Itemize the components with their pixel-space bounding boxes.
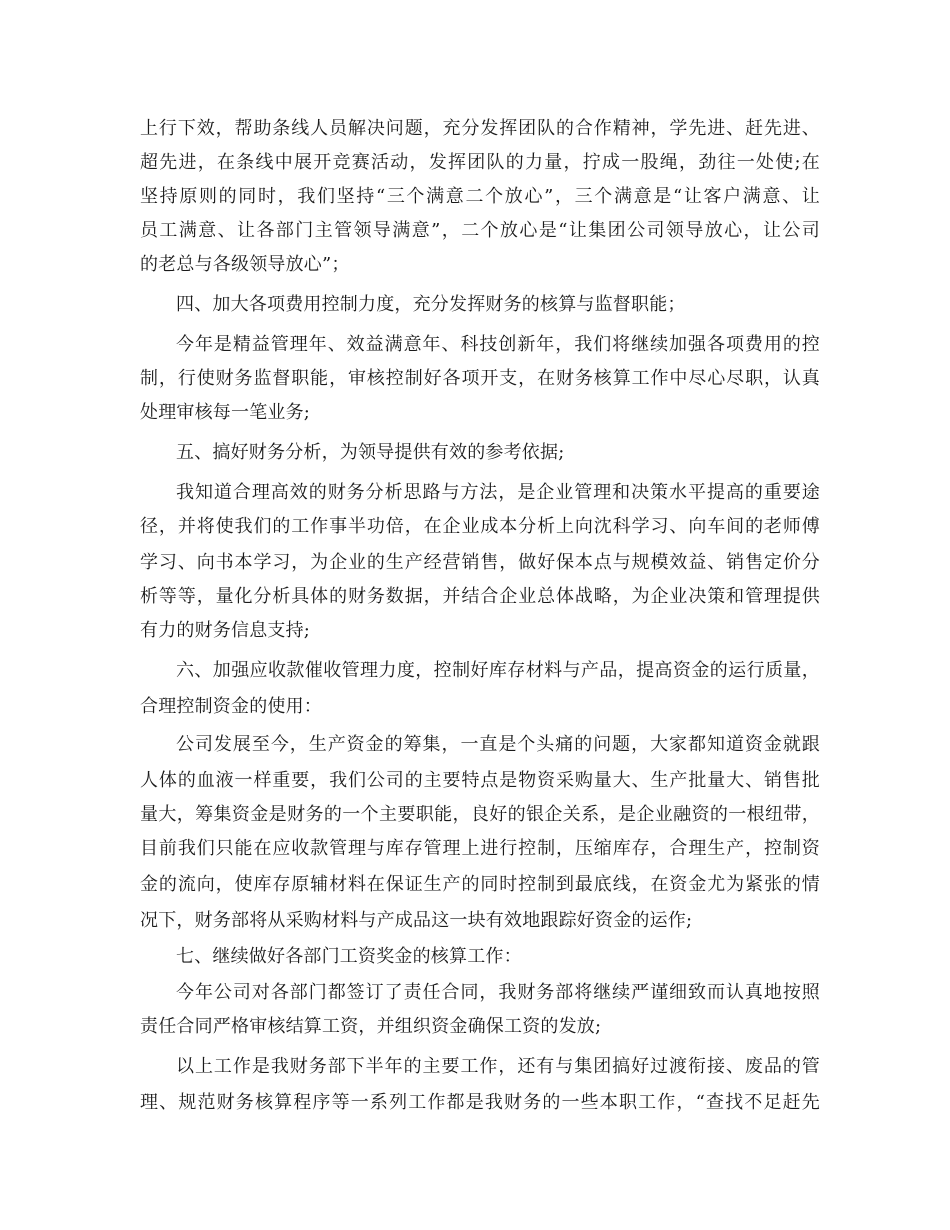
section-heading: 七、继续做好各部门工资奖金的核算工作：	[176, 946, 522, 967]
text-line: 责任合同严格审核结算工资，并组织资金确保工资的发放;	[140, 1016, 602, 1037]
text-line: 上行下效，帮助条线人员解决问题，充分发挥团队的合作精神，学先进、赶先进、	[140, 118, 820, 139]
paragraph-first-line: 今年是精益管理年、效益满意年、科技创新年，我们将继续加强各项费用的控	[176, 334, 820, 355]
paragraph-first-line: 我知道合理高效的财务分析思路与方法，是企业管理和决策水平提高的重要途	[176, 482, 820, 503]
text-line: 量大，筹集资金是财务的一个主要职能，良好的银企关系，是企业融资的一根纽带，	[140, 804, 820, 825]
section-heading: 六、加强应收款催收管理力度，控制好库存材料与产品，提高资金的运行质量，	[176, 660, 820, 681]
text-line: 超先进，在条线中展开竞赛活动，发挥团队的力量，拧成一股绳，劲往一处使;在	[140, 152, 820, 173]
text-line: 析等等，量化分析具体的财务数据，并结合企业总体战略，为企业决策和管理提供	[140, 586, 820, 607]
text-line: 员工满意、让各部门主管领导满意”，二个放心是“让集团公司领导放心，让公司	[140, 220, 820, 241]
section-heading: 五、搞好财务分析，为领导提供有效的参考依据;	[176, 442, 565, 463]
text-line: 况下，财务部将从采购材料与产成品这一块有效地跟踪好资金的运作;	[140, 910, 693, 931]
text-line: 制，行使财务监督职能，审核控制好各项开支，在财务核算工作中尽心尽职，认真	[140, 368, 820, 389]
text-line: 有力的财务信息支持;	[140, 620, 311, 641]
section-heading: 四、加大各项费用控制力度，充分发挥财务的核算与监督职能；	[176, 294, 686, 315]
paragraph-first-line: 今年公司对各部门都签订了责任合同，我财务部将继续严谨细致而认真地按照	[176, 982, 820, 1003]
text-line: 学习、向书本学习，为企业的生产经营销售，做好保本点与规模效益、销售定价分	[140, 552, 820, 573]
text-line: 目前我们只能在应收款管理与库存管理上进行控制，压缩库存，合理生产，控制资	[140, 838, 820, 859]
text-line: 合理控制资金的使用：	[140, 696, 322, 717]
text-line: 径，并将使我们的工作事半功倍，在企业成本分析上向沈科学习、向车间的老师傅	[140, 516, 820, 537]
text-line: 的老总与各级领导放心”；	[140, 254, 350, 275]
paragraph-first-line: 以上工作是我财务部下半年的主要工作，还有与集团搞好过渡衔接、废品的管	[176, 1056, 820, 1077]
text-line: 人体的血液一样重要，我们公司的主要特点是物资采购量大、生产批量大、销售批	[140, 770, 820, 791]
text-line: 处理审核每一笔业务;	[140, 402, 311, 423]
text-line: 理、规范财务核算程序等一系列工作都是我财务的一些本职工作，“查找不足赶先	[140, 1092, 820, 1113]
text-line: 金的流向，使库存原辅材料在保证生产的同时控制到最底线，在资金尤为紧张的情	[140, 874, 820, 895]
paragraph-first-line: 公司发展至今，生产资金的筹集，一直是个头痛的问题，大家都知道资金就跟	[176, 734, 820, 755]
text-line: 坚持原则的同时，我们坚持“三个满意二个放心”，三个满意是“让客户满意、让	[140, 186, 820, 207]
